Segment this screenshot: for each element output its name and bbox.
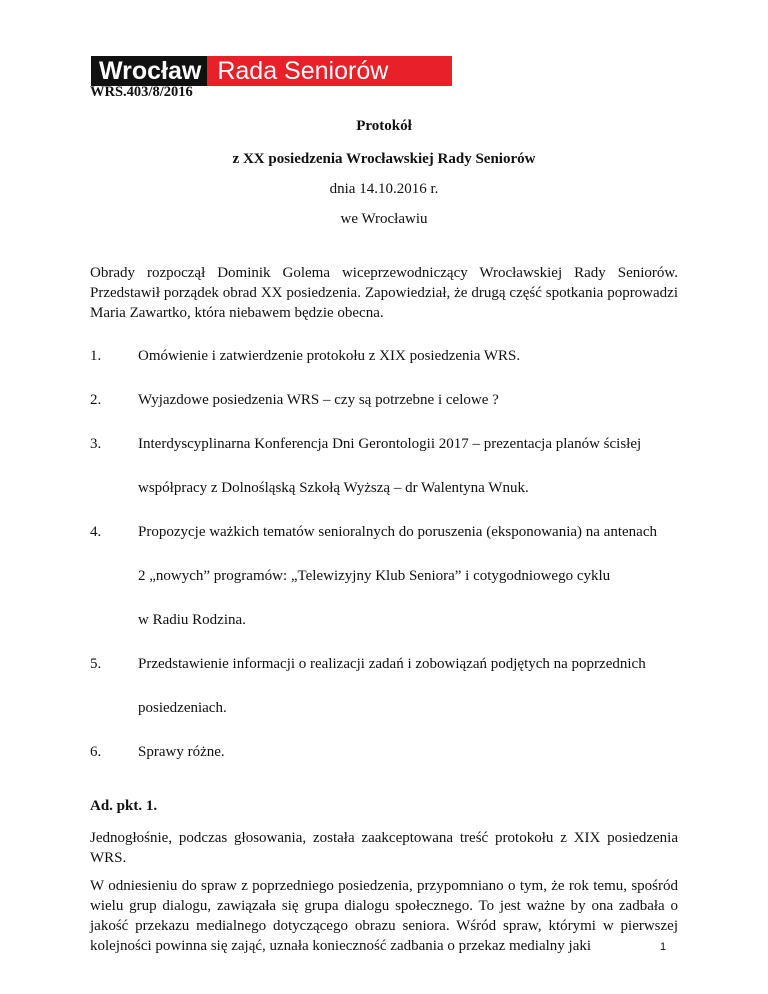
agenda-number: 4. xyxy=(90,524,102,540)
intro-paragraph: Obrady rozpoczął Dominik Golema wiceprzewodniczący Wrocławskiej Rady Seniorów. Przedstawił porządek obrad XX posiedzenia. Zapowiedział, że drugą część spotkania poprowadzi Maria Zawartko, która niebawem będzie obecna. xyxy=(90,265,678,321)
title-place: we Wrocławiu xyxy=(340,211,428,227)
agenda-text: Propozycje ważkich tematów senioralnych do poruszenia (eksponowania) na antenach xyxy=(138,524,657,540)
agenda-number: 3. xyxy=(90,436,102,452)
agenda-text-continued: współpracy z Dolnośląską Szkołą Wyższą – dr Walentyna Wnuk. xyxy=(138,480,529,496)
title-meeting: z XX posiedzenia Wrocławskiej Rady Seniorów xyxy=(232,151,536,167)
agenda-text-continued: 2 „nowych” programów: „Telewizyjny Klub Seniora” i cotygodniowego cyklu xyxy=(138,568,611,584)
agenda-text: Omówienie i zatwierdzenie protokołu z XIX posiedzenia WRS. xyxy=(138,348,521,364)
agenda-number: 1. xyxy=(90,348,102,364)
document-number: WRS.403/8/2016 xyxy=(90,84,193,100)
agenda-number: 6. xyxy=(90,744,102,760)
agenda-text-continued: posiedzeniach. xyxy=(138,700,227,716)
logo-part-rada-seniorow: Rada Seniorów xyxy=(207,56,452,86)
agenda-text: Wyjazdowe posiedzenia WRS – czy są potrzebne i celowe ? xyxy=(138,392,499,408)
section-paragraph: W odniesieniu do spraw z poprzedniego posiedzenia, przypomniano o tym, że rok temu, spośród wielu grup dialogu, zawiązała się grupa dialogu społecznego. To jest ważne by ona zadbała o jakość przekazu medialnego dotyczącego obrazu seniora. Wśród spraw, którymi w pierwszej kolejności powinna się zająć, uznała konieczność zadbania o przekaz medialny jaki xyxy=(90,878,678,954)
agenda-text: Sprawy różne. xyxy=(138,744,225,760)
agenda-text: Interdyscyplinarna Konferencja Dni Gerontologii 2017 – prezentacja planów ścisłej xyxy=(138,436,642,452)
title-protokol: Protokół xyxy=(356,118,412,134)
agenda-text-continued: w Radiu Rodzina. xyxy=(138,612,246,628)
page-number: 1 xyxy=(660,941,667,953)
section-paragraph: Jednogłośnie, podczas głosowania, została zaakceptowana treść protokołu z XIX posiedzenia WRS. xyxy=(90,830,678,866)
section-heading: Ad. pkt. 1. xyxy=(90,798,158,814)
title-date: dnia 14.10.2016 r. xyxy=(329,181,439,197)
wroclaw-rada-seniorow-logo xyxy=(91,56,452,86)
agenda-number: 2. xyxy=(90,392,102,408)
logo-part-wroclaw: Wrocław xyxy=(91,56,207,86)
agenda-text: Przedstawienie informacji o realizacji zadań i zobowiązań podjętych na poprzednich xyxy=(138,656,646,672)
agenda-number: 5. xyxy=(90,656,102,672)
